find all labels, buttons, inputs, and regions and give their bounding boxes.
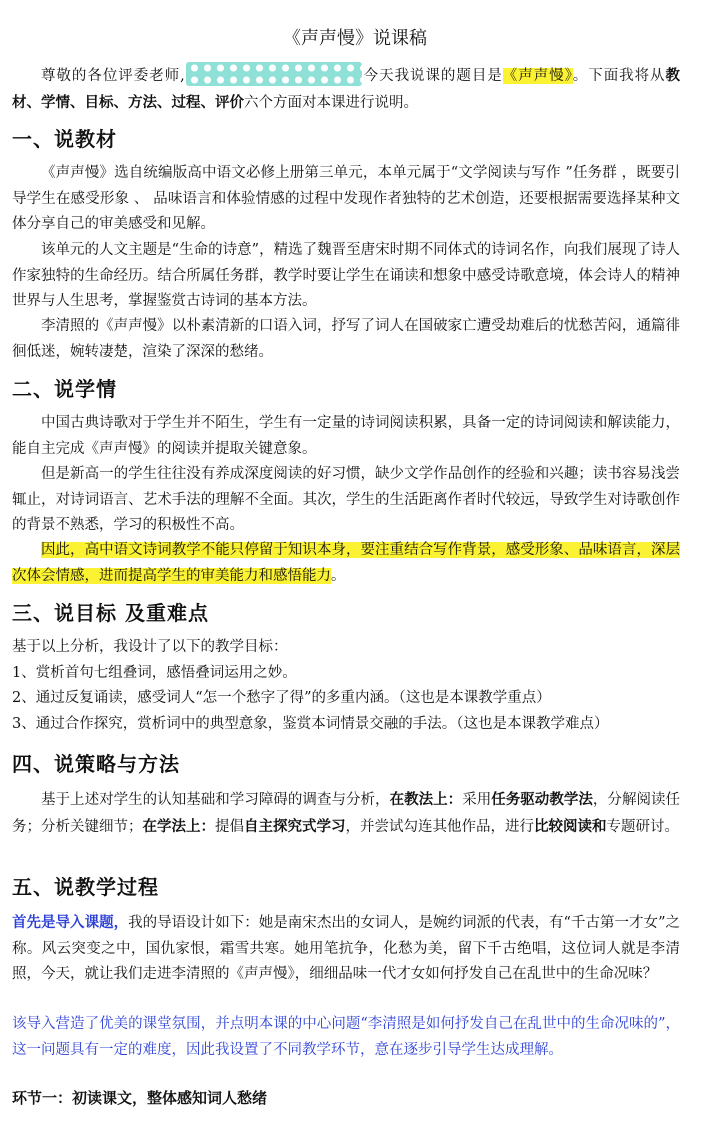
process-commentary: 该导入营造了优美的课堂氛围，并点明本课的中心问题“李清照是如何抒发自己在乱世中的生命况味的”，这一问题具有一定的难度，因此我设置了不同教学环节，意在逐步引导学生达成理解。 [12,1016,680,1058]
methods-text-i: ，并尝试勾连其他作品，进行 [345,818,534,835]
task-driven-method: 任务驱动教学法 [491,791,593,808]
lead-in-text: 我的导语设计如下：她是南宋杰出的女词人，是婉约词派的代表，有“千古第一才女”之称。风云突变之中，国仇家恨，霜雪共寒。她用笔抗争，化愁为美，留下千古绝唱，这位词人就是李清照，今天，就让我们走进李清照的《声声慢》，细细品味一代才女如何抒发自己在乱世中的生命况味？ [12,915,681,982]
greeting-text: 尊敬的各位评委老师, [41,68,185,84]
students-paragraph-1: 中国古典诗歌对于学生并不陌生，学生有一定量的诗词阅读积累，具备一定的诗词阅读和解读能力，能自主完成《声声慢》的阅读并提取关键意象。 [12,415,680,457]
intro-text: 今天我说课的题目是 [362,68,503,84]
inquiry-learning: 自主探究式学习 [244,817,346,835]
textbook-paragraph-2: 该单元的人文主题是“生命的诗意”，精选了魏晋至唐宋时期不同体式的诗词名作，向我们展现了诗人作家独特的生命经历。结合所属任务群，教学时要让学生在诵读和想象中感受诗歌意境，体会诗人的精神世界与人生思考，掌握鉴赏古诗词的基本方法。 [12,242,680,309]
intro-lead-label: 首先是导入课题， [12,914,129,931]
textbook-paragraph-1: 《声声慢》选自统编版高中语文必修上册第三单元，本单元属于“文学阅读与写作 ”任务群 ，既要引导学生在感受形象 、 品味语言和体验情感的过程中发现作者独特的艺术创造，还要根据需要选择某种文体分享自己的审美感受和见解。 [12,165,680,232]
students-paragraph-2: 但是新高一的学生往往没有养成深度阅读的好习惯，缺少文学作品创作的经验和兴趣；读书容易浅尝辄止，对诗词语言、艺术手法的理解不全面。其次，学生的生活距离作者时代较远，导致学生对诗歌创作的背景不熟悉，学习的积极性不高。 [12,466,680,533]
conclusion-highlight: 因此，高中语文诗词教学不能只停留于知识本身，要注重结合写作背景，感受形象、品味语言，深层次体会情感，进而提高学生的审美能力和感悟能力 [12,542,680,584]
goals-lead: 基于以上分析，我设计了以下的教学目标： [12,639,288,655]
intro-text-2: 。下面我将从 [572,68,666,84]
teaching-method-label: 在教法上： [389,791,463,808]
redacted-name-mask [186,62,362,86]
section-heading-process: 五、说教学过程 [12,875,159,899]
document-title: 《声声慢》说课稿 [283,28,427,49]
methods-text-a: 基于上述对学生的认知基础和学习障碍的调查与分析， [41,792,390,808]
process-paragraph [12,910,680,988]
intro-text-3: 六个方面对本课进行说明。 [244,94,418,111]
conclusion-end: 。 [331,567,346,584]
topic-highlight: 《声声慢》 [502,68,573,84]
step-one-heading: 环节一：初读课文，整体感知词人愁绪 [12,1089,268,1107]
section-heading-textbook: 一、说教材 [12,127,117,151]
goal-item-2: 2、通过反复诵读，感受词人“怎一个愁字了得”的多重内涵。（这也是本课教学重点） [12,690,551,706]
section-heading-students: 二、说学情 [12,377,117,401]
students-paragraph-3 [12,538,680,589]
methods-text-e: ，分解阅读任务；分析关键细节； [12,792,681,835]
methods-text-k: 专题研讨。 [606,818,679,835]
textbook-paragraph-3: 李清照的《声声慢》以朴素清新的口语入词，抒写了词人在国破家亡遭受劫难后的忧愁苦闷，通篇徘徊低迷，婉转凄楚，渲染了深深的愁绪。 [12,318,680,360]
goal-item-3: 3、通过合作探究，赏析词中的典型意象，鉴赏本词情景交融的手法。（这也是本课教学难点） [12,715,609,732]
methods-text-g: 提倡 [215,818,244,835]
goal-item-1: 1、赏析首句七组叠词，感悟叠词运用之妙。 [12,664,297,681]
methods-text-c: 采用 [462,792,492,808]
comparative-reading: 比较阅读和 [534,817,607,835]
intro-keywords: 教材、学情、目标、方法、过程、评价 [12,67,681,111]
intro-paragraph [12,62,680,116]
methods-paragraph [12,787,680,840]
learning-method-label: 在学法上： [142,817,215,835]
section-heading-methods: 四、说策略与方法 [12,752,180,776]
section-heading-goals: 三、说目标 及重难点 [12,601,209,625]
goals-list [12,635,702,737]
